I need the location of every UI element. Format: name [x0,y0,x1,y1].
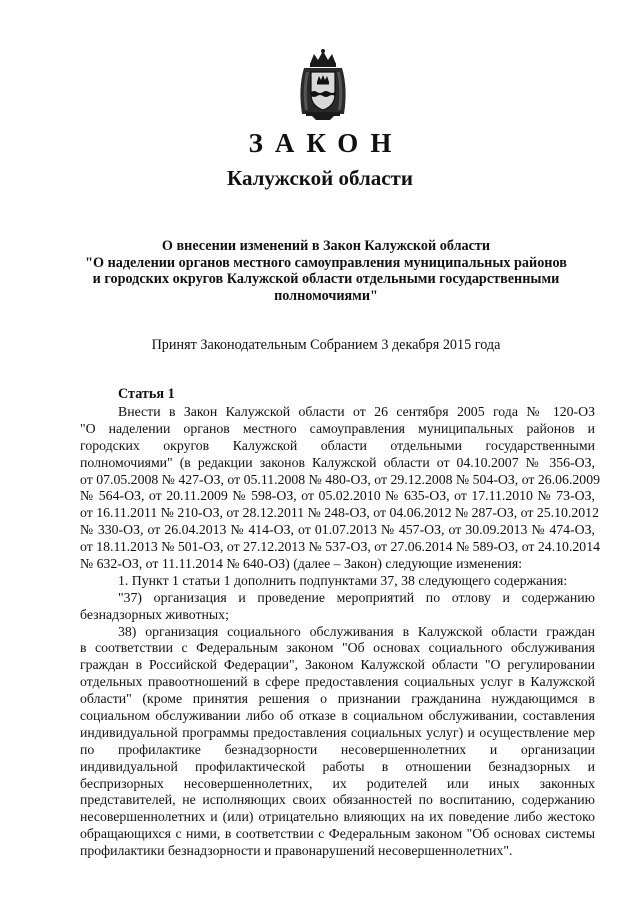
article-text-line: по профилактике безнадзорности несовершеннолетних и организации [80,741,595,757]
article-text-line: "37) организация и проведение мероприятий по отлову и содержанию [118,589,595,605]
law-heading [80,238,572,304]
article-text-line: "О наделении органов местного самоуправления муниципальных районов и [80,420,595,436]
article-text-line: от 16.11.2011 № 210-ОЗ, от 28.12.2011 № 248-ОЗ, от 04.06.2012 № 287-ОЗ, от 25.10.2012 [80,505,599,521]
region-title: Калужской области [227,166,413,190]
article-text-line: в соответствии с Федеральным законом "Об основах социального обслуживания [80,640,595,656]
article-text-line: № 564-ОЗ, от 20.11.2009 № 598-ОЗ, от 05.02.2010 № 635-ОЗ, от 17.11.2010 № 73-ОЗ, [80,488,595,504]
article-text-line: индивидуальной программы предоставления социальных услуг) и осуществление мер [80,724,595,740]
article-text-line: Внести в Закон Калужской области от 26 сентября 2005 года № 120-ОЗ [118,404,595,419]
article-text-line: 1. Пункт 1 статьи 1 дополнить подпунктами 37, 38 следующего содержания: [118,572,568,588]
adoption-note: Принят Законодательным Собранием 3 декабря 2015 года [151,337,501,353]
article-text-line: несовершеннолетних и (или) отрицательно влияющих на их поведение либо жестоко [80,809,595,825]
article-text-line: социальном обслуживании либо об отказе в социальном обслуживании, составления [80,708,595,724]
article-text-line: полномочиями" (в редакции законов Калужской области от 04.10.2007 № 356-ОЗ, [80,454,595,470]
article-body [80,404,600,860]
heading-line: "О наделении органов местного самоуправления муниципальных районов [85,254,567,271]
heading-line: и городских округов Калужской области отдельными государственными [92,271,560,287]
heading-line: полномочиями" [274,287,378,304]
article-title: Статья 1 [118,386,175,402]
article-text-line: городских округов Калужской области отдельными государственными [80,437,595,453]
coat-of-arms-icon [296,48,350,120]
article-text-line: граждан в Российской Федерации", Законом Калужской области "О регулировании [80,657,595,673]
article-text-line: 38) организация социального обслуживания в Калужской области граждан [118,623,595,639]
article-text-line: безнадзорных животных; [80,606,229,622]
article-text-line: от 18.11.2013 № 501-ОЗ, от 27.12.2013 № 537-ОЗ, от 27.06.2014 № 589-ОЗ, от 24.10.2014 [80,539,600,555]
heading-line: О внесении изменений в Закон Калужской области [161,238,491,254]
article-text-line: области" (кроме принятия решения о признании гражданина нуждающимся в [80,691,595,707]
law-title: ЗАКОН [248,128,404,158]
article-text-line: индивидуальной профилактической работы в отношении безнадзорных и [80,758,595,774]
article-text-line: профилактики безнадзорности и правонарушений несовершеннолетних". [80,843,513,859]
article-text-line: № 330-ОЗ, от 26.04.2013 № 414-ОЗ, от 01.07.2013 № 457-ОЗ, от 30.09.2013 № 474-ОЗ, [80,522,595,538]
article-text-line: от 07.05.2008 № 427-ОЗ, от 05.11.2008 № 480-ОЗ, от 29.12.2008 № 504-ОЗ, от 26.06.2009 [80,471,600,487]
article-text-line: беспризорных несовершеннолетних, их родителей или иных законных [80,775,595,791]
article-text-line: № 632-ОЗ, от 11.11.2014 № 640-ОЗ) (далее – Закон) следующие изменения: [80,556,523,572]
article-text-line: представителей, не исполняющих своих обязанностей по воспитанию, содержанию [80,792,595,808]
article-text-line: отдельных правоотношений в сфере предоставления социальных услуг в Калужской [80,674,595,690]
article-text-line: обращающихся с ними, в соответствии с Федеральным законом "Об основах системы [80,826,595,842]
